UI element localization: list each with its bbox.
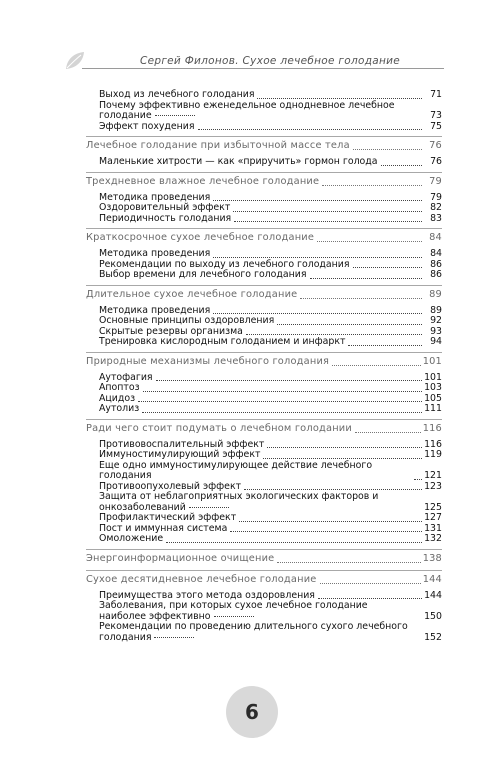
toc-entry-page: 111 <box>424 403 442 414</box>
leader-dots <box>355 432 421 433</box>
toc-entry-page: 131 <box>424 522 442 534</box>
leader-dots <box>353 267 422 268</box>
toc-chapter[interactable] <box>86 232 442 244</box>
leader-dots <box>155 115 195 116</box>
toc-section <box>86 549 442 565</box>
toc-chapter[interactable] <box>86 176 442 188</box>
toc-chapter[interactable] <box>86 574 442 586</box>
leader-dots <box>213 257 422 258</box>
toc-chapter-page: 101 <box>422 355 442 367</box>
leader-dots <box>166 542 422 543</box>
toc-entry[interactable] <box>99 450 442 461</box>
leader-dots <box>267 447 422 448</box>
leader-dots <box>138 401 422 402</box>
toc-chapter-title: Ради чего стоит подумать о лечебном голодании <box>86 422 352 434</box>
toc-entry-page: 84 <box>430 248 442 259</box>
toc-entry-page: 123 <box>424 480 442 492</box>
leader-dots <box>348 345 422 346</box>
toc-chapter-page: 79 <box>429 175 442 187</box>
toc-chapter-page: 144 <box>422 573 442 585</box>
table-of-contents <box>86 90 442 643</box>
toc-entry-title: Скрытые резервы организма <box>99 325 243 337</box>
toc-entry-page: 132 <box>424 533 442 544</box>
toc-entry-page: 101 <box>424 371 442 383</box>
toc-entry-page: 150 <box>424 610 442 622</box>
toc-entry-title: Выход из лечебного голодания <box>99 89 255 100</box>
toc-entry-page: 103 <box>424 382 442 393</box>
toc-entry-page: 125 <box>424 501 442 513</box>
toc-entry-title: Маленькие хитрости — как «приручить» гормон голода <box>99 156 378 167</box>
leader-dots <box>234 221 422 222</box>
leader-dots <box>317 241 422 242</box>
toc-entry-page: 93 <box>430 325 442 337</box>
toc-entry[interactable] <box>99 383 442 394</box>
leader-dots <box>189 507 229 508</box>
leader-dots <box>277 562 420 563</box>
book-title: Сергей Филонов. Сухое лечебное голодание <box>140 55 401 67</box>
toc-entry[interactable] <box>99 249 442 260</box>
toc-entry-title: Пост и иммунная система <box>99 522 228 534</box>
running-header <box>64 50 444 74</box>
toc-entry[interactable] <box>99 157 442 168</box>
toc-entry-page: 73 <box>430 110 442 121</box>
leader-dots <box>263 458 422 459</box>
toc-entry-page: 94 <box>430 336 442 347</box>
toc-chapter-title: Трехдневное влажное лечебное голодание <box>86 175 320 187</box>
leader-dots <box>230 531 422 532</box>
toc-chapter[interactable] <box>86 289 442 301</box>
toc-entry[interactable] <box>99 122 442 133</box>
toc-section <box>86 570 442 644</box>
toc-section <box>86 352 442 415</box>
leader-dots <box>310 278 423 279</box>
leader-dots <box>143 391 422 392</box>
toc-entry[interactable] <box>99 101 442 122</box>
toc-chapter[interactable] <box>86 423 442 435</box>
toc-entry-page: 152 <box>424 631 442 643</box>
toc-entry-title: Почему эффективно еженедельное однодневное лечебное голодание <box>99 99 395 121</box>
toc-entry-title: Рекомендации по проведению длительного сухого лечебного голодания <box>99 621 408 643</box>
toc-chapter-page: 116 <box>422 422 442 434</box>
toc-entry-page: 86 <box>430 258 442 270</box>
leader-dots <box>213 313 422 314</box>
toc-entry-title: Ацидоз <box>99 392 136 404</box>
leader-dots <box>214 616 254 617</box>
leader-dots <box>156 380 422 381</box>
toc-section <box>86 136 442 168</box>
toc-entry-page: 116 <box>424 438 442 450</box>
toc-entry-page: 82 <box>430 202 442 213</box>
toc-chapter-page: 89 <box>429 288 442 300</box>
leader-dots <box>381 165 422 166</box>
leader-dots <box>233 211 422 212</box>
toc-entry[interactable] <box>99 534 442 545</box>
toc-entry-page: 121 <box>424 470 442 481</box>
toc-entry[interactable] <box>99 513 442 524</box>
leader-dots <box>332 365 421 366</box>
toc-section <box>86 172 442 225</box>
toc-entry-title: Тренировка кислородным голоданием и инфаркт <box>99 336 346 347</box>
leader-dots <box>213 200 422 201</box>
toc-entry-page: 86 <box>430 269 442 280</box>
header-rule <box>82 68 444 69</box>
toc-entry-page: 76 <box>430 156 442 167</box>
toc-entry-title: Еще одно иммуностимулирующее действие лечебного голодания <box>99 459 373 481</box>
toc-entry-title: Противоопухолевый эффект <box>99 480 242 492</box>
leader-dots <box>246 334 422 335</box>
toc-entry-page: 144 <box>424 589 442 601</box>
toc-entry-title: Методика проведения <box>99 191 211 203</box>
toc-entry-title: Эффект похудения <box>99 120 195 132</box>
leader-dots <box>239 521 422 522</box>
toc-entry[interactable] <box>99 622 442 643</box>
toc-entry-title: Периодичность голодания <box>99 212 232 224</box>
toc-chapter-page: 76 <box>429 140 442 151</box>
toc-entry-page: 105 <box>424 392 442 404</box>
leader-dots <box>300 298 422 299</box>
toc-chapter-title: Краткосрочное сухое лечебное голодание <box>86 232 315 243</box>
leader-dots <box>320 583 421 584</box>
toc-entry-title: Заболевания, при которых сухое лечебное голодание наиболее эффективно <box>99 600 368 622</box>
leader-dots <box>353 149 422 150</box>
toc-entry[interactable] <box>99 404 442 415</box>
toc-entry-title: Профилактический эффект <box>99 512 237 523</box>
toc-entry-title: Методика проведения <box>99 304 211 316</box>
leader-dots <box>277 324 422 325</box>
toc-section <box>86 228 442 281</box>
toc-entry-page: 71 <box>430 89 442 100</box>
toc-subentries <box>86 440 442 545</box>
toc-chapter-page: 138 <box>422 552 442 564</box>
leader-dots <box>414 479 422 480</box>
leader-dots <box>198 129 422 130</box>
toc-entry-page: 83 <box>430 212 442 224</box>
toc-chapter-title: Энергоинформационное очищение <box>86 552 275 564</box>
toc-entry-title: Выбор времени для лечебного голодания <box>99 269 307 280</box>
toc-entry-page: 89 <box>430 304 442 316</box>
leader-dots <box>322 185 422 186</box>
toc-chapter[interactable] <box>86 356 442 368</box>
toc-entry[interactable] <box>99 373 442 384</box>
toc-subentries <box>86 591 442 644</box>
toc-chapter-title: Лечебное голодание при избыточной массе тела <box>86 140 350 151</box>
toc-entry-title: Омоложение <box>99 533 164 544</box>
toc-entry-title: Защита от неблагоприятных экологических факторов и онкозаболеваний <box>99 491 379 513</box>
leader-dots <box>257 98 422 99</box>
toc-section <box>86 419 442 545</box>
toc-entry-title: Методика проведения <box>99 248 211 259</box>
toc-entry-title: Аутолиз <box>99 403 140 414</box>
toc-entry[interactable] <box>99 270 442 281</box>
toc-entry[interactable] <box>99 601 442 622</box>
page-number: 6 <box>245 700 259 724</box>
toc-chapter[interactable] <box>86 140 442 152</box>
toc-entry-title: Преимущества этого метода оздоровления <box>99 589 315 601</box>
toc-entry[interactable] <box>99 492 442 513</box>
toc-section <box>86 90 442 132</box>
toc-entry[interactable] <box>99 461 442 482</box>
toc-subentries <box>86 306 442 348</box>
toc-entry[interactable] <box>99 337 442 348</box>
toc-entry-page: 75 <box>430 120 442 132</box>
toc-entry-title: Апоптоз <box>99 382 140 393</box>
page-number-badge <box>226 686 278 738</box>
toc-section <box>86 285 442 348</box>
toc-subentries <box>86 249 442 281</box>
toc-entry[interactable] <box>99 203 442 214</box>
toc-chapter-title: Сухое десятидневное лечебное голодание <box>86 573 317 585</box>
toc-chapter-title: Природные механизмы лечебного голодания <box>86 355 330 367</box>
leader-dots <box>142 412 422 413</box>
leader-dots <box>244 489 422 490</box>
toc-entry-title: Рекомендации по выходу из лечебного голодания <box>99 258 350 270</box>
toc-subentries <box>86 373 442 415</box>
toc-entry[interactable] <box>99 394 442 405</box>
toc-entry-page: 79 <box>430 191 442 203</box>
toc-entry-title: Основные принципы оздоровления <box>99 315 275 326</box>
toc-entry[interactable] <box>99 316 442 327</box>
toc-chapter-page: 84 <box>429 232 442 243</box>
leader-dots <box>318 598 422 599</box>
toc-entry-title: Иммуностимулирующий эффект <box>99 449 261 460</box>
toc-entry[interactable] <box>99 214 442 225</box>
toc-subentries <box>86 157 442 168</box>
toc-entry-page: 127 <box>424 512 442 523</box>
toc-entry-page: 119 <box>424 449 442 460</box>
toc-entry-title: Аутофагия <box>99 371 153 383</box>
toc-subentries <box>86 193 442 225</box>
toc-subentries <box>86 90 442 132</box>
toc-entry-title: Оздоровительный эффект <box>99 202 231 213</box>
toc-chapter-title: Длительное сухое лечебное голодание <box>86 288 298 300</box>
leader-dots <box>154 637 194 638</box>
toc-chapter[interactable] <box>86 553 442 565</box>
toc-entry-title: Противовоспалительный эффект <box>99 438 265 450</box>
toc-entry-page: 92 <box>430 315 442 326</box>
